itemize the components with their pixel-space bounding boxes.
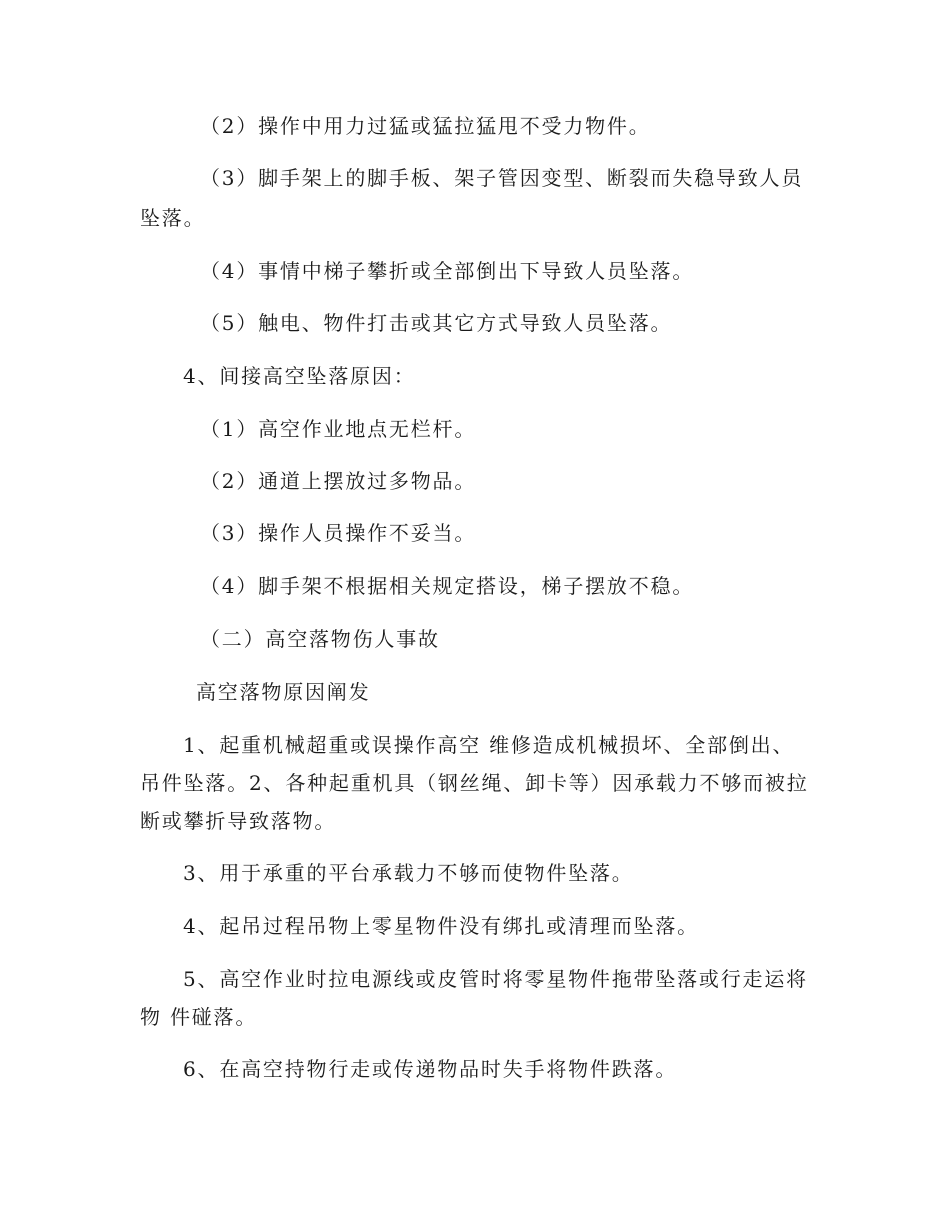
paragraph-indirect-2: （2）通道上摆放过多物品。 bbox=[200, 469, 477, 493]
subheading-falling-objects-analysis: 高空落物原因阐发 bbox=[196, 680, 371, 704]
section-heading-falling-objects: （二）高空落物伤人事故 bbox=[200, 627, 440, 651]
paragraph-cause-5: （5）触电、物件打击或其它方式导致人员坠落。 bbox=[200, 311, 673, 335]
paragraph-falling-1-line2: 吊件坠落。2、各种起重机具（钢丝绳、卸卡等）因承载力不够而被拉 bbox=[140, 771, 809, 795]
paragraph-falling-5-line2: 物 件碰落。 bbox=[140, 1005, 258, 1029]
paragraph-falling-1-line3: 断或攀折导致落物。 bbox=[140, 809, 337, 833]
paragraph-falling-3: 3、用于承重的平台承载力不够而使物件坠落。 bbox=[183, 861, 634, 885]
paragraph-indirect-4: （4）脚手架不根据相关规定搭设，梯子摆放不稳。 bbox=[200, 574, 695, 598]
paragraph-falling-5-line1: 5、高空作业时拉电源线或皮管时将零星物件拖带坠落或行走运将 bbox=[183, 967, 808, 991]
paragraph-falling-4: 4、起吊过程吊物上零星物件没有绑扎或清理而坠落。 bbox=[183, 914, 699, 938]
paragraph-falling-1-line1: 1、起重机械超重或误操作高空 维修造成机械损坏、全部倒出、 bbox=[183, 733, 795, 757]
paragraph-cause-2: （2）操作中用力过猛或猛拉猛甩不受力物件。 bbox=[200, 114, 651, 138]
paragraph-cause-3-line1: （3）脚手架上的脚手板、架子管因变型、断裂而失稳导致人员 bbox=[200, 166, 804, 190]
paragraph-cause-3-line2: 坠落。 bbox=[140, 206, 206, 230]
paragraph-indirect-1: （1）高空作业地点无栏杆。 bbox=[200, 417, 477, 441]
paragraph-indirect-3: （3）操作人员操作不妥当。 bbox=[200, 521, 477, 545]
paragraph-cause-4: （4）事情中梯子攀折或全部倒出下导致人员坠落。 bbox=[200, 259, 695, 283]
section-heading-indirect-causes: 4、间接高空坠落原因： bbox=[183, 364, 416, 388]
paragraph-falling-6: 6、在高空持物行走或传递物品时失手将物件跌落。 bbox=[183, 1057, 678, 1081]
